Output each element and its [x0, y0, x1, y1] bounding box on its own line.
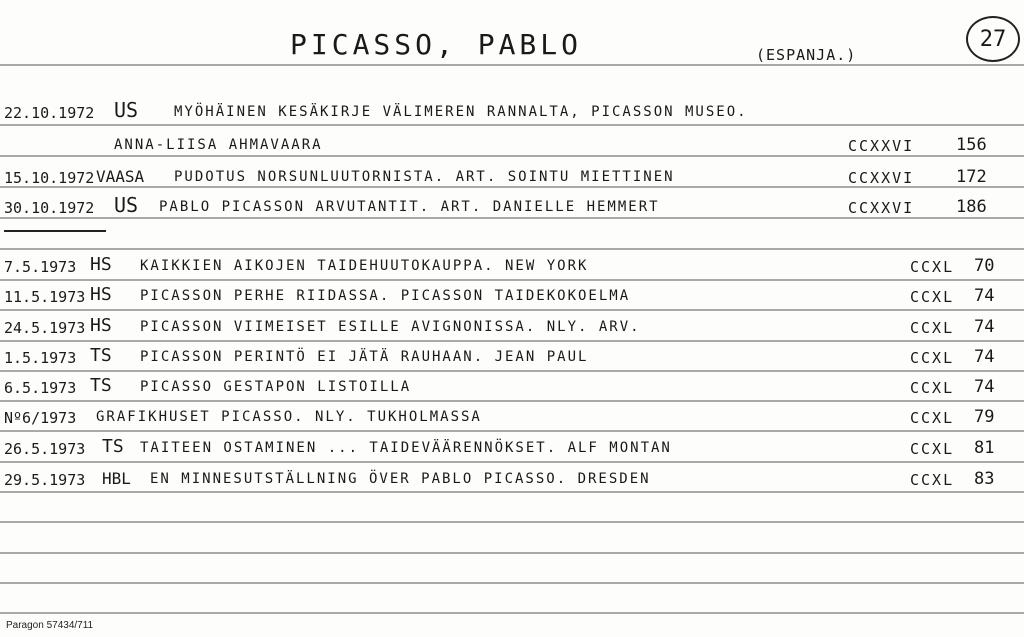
section-divider [4, 230, 106, 232]
entry-text: PUDOTUS NORSUNLUUTORNISTA. ART. SOINTU MIETTINEN [174, 169, 675, 185]
entry-row [4, 100, 1020, 124]
entry-publication: TS [102, 436, 124, 457]
entry-page: 74 [974, 347, 995, 367]
entry-page: 83 [974, 469, 995, 489]
entry-row [4, 405, 1020, 429]
entry-page: 156 [956, 135, 987, 155]
entry-row [4, 345, 1020, 369]
entry-date: 7.5.1973 [4, 258, 77, 276]
entry-publication: US [114, 193, 139, 217]
entry-text: TAITEEN OSTAMINEN ... TAIDEVÄÄRENNÖKSET. ALF MONTAN [140, 440, 672, 456]
entry-row [4, 315, 1020, 339]
entry-publication: TS [90, 345, 112, 366]
nationality-label: (ESPANJA.) [756, 46, 857, 64]
entry-page: 70 [974, 256, 995, 276]
entry-text: PABLO PICASSON ARVUTANTIT. ART. DANIELLE HEMMERT [159, 199, 660, 215]
entry-row [4, 195, 1020, 219]
entry-volume: CCXL [910, 349, 955, 367]
entry-row [4, 254, 1020, 278]
entry-volume: CCXL [910, 379, 955, 397]
entry-text: GRAFIKHUSET PICASSO. NLY. TUKHOLMASSA [96, 409, 482, 425]
entry-publication: HS [90, 254, 112, 275]
entry-text: EN MINNESUTSTÄLLNING ÖVER PABLO PICASSO. DRESDEN [150, 471, 651, 487]
entry-date: Nº6/1973 [4, 409, 77, 427]
entry-date: 26.5.1973 [4, 440, 86, 458]
card-footer: Paragon 57434/711 [6, 620, 94, 631]
entry-page: 172 [956, 167, 987, 187]
entry-publication: US [114, 98, 139, 122]
entry-publication: HS [90, 284, 112, 305]
entry-text: PICASSO GESTAPON LISTOILLA [140, 379, 412, 395]
entry-row [4, 133, 1020, 157]
entry-publication: VAASA [96, 167, 145, 186]
entry-page: 81 [974, 438, 995, 458]
entry-volume: CCXL [910, 409, 955, 427]
entry-page: 74 [974, 317, 995, 337]
entry-page: 186 [956, 197, 987, 217]
entry-publication: HS [90, 315, 112, 336]
entry-page: 74 [974, 286, 995, 306]
entry-date: 1.5.1973 [4, 349, 77, 367]
entry-volume: CCXL [910, 288, 955, 306]
entry-row [4, 436, 1020, 460]
entry-volume: CCXXVI [848, 169, 915, 187]
entry-date: 11.5.1973 [4, 288, 86, 306]
entry-volume: CCXL [910, 471, 955, 489]
entry-date: 30.10.1972 [4, 199, 95, 217]
entry-row [4, 467, 1020, 491]
card-number: 27 [966, 16, 1020, 62]
entry-volume: CCXXVI [848, 199, 915, 217]
entry-page: 74 [974, 377, 995, 397]
entry-text: KAIKKIEN AIKOJEN TAIDEHUUTOKAUPPA. NEW YORK [140, 258, 589, 274]
entry-date: 24.5.1973 [4, 319, 86, 337]
entry-volume: CCXL [910, 440, 955, 458]
entry-date: 29.5.1973 [4, 471, 86, 489]
entry-row [4, 165, 1020, 189]
entry-volume: CCXXVI [848, 137, 915, 155]
entry-publication: TS [90, 375, 112, 396]
entry-date: 15.10.1972 [4, 169, 95, 187]
entry-date: 6.5.1973 [4, 379, 77, 397]
entry-text: ANNA-LIISA AHMAVAARA [114, 137, 323, 153]
entry-volume: CCXL [910, 319, 955, 337]
entry-page: 79 [974, 407, 995, 427]
entry-publication: HBL [102, 469, 131, 488]
entry-text: PICASSON PERINTÖ EI JÄTÄ RAUHAAN. JEAN PAUL [140, 349, 589, 365]
entry-text: MYÖHÄINEN KESÄKIRJE VÄLIMEREN RANNALTA, PICASSON MUSEO. [174, 104, 748, 120]
entry-date: 22.10.1972 [4, 104, 95, 122]
entry-text: PICASSON VIIMEISET ESILLE AVIGNONISSA. NLY. ARV. [140, 319, 641, 335]
card-title: PICASSO, PABLO [290, 28, 583, 61]
entry-text: PICASSON PERHE RIIDASSA. PICASSON TAIDEKOKOELMA [140, 288, 631, 304]
entry-row [4, 375, 1020, 399]
entry-row [4, 284, 1020, 308]
entry-volume: CCXL [910, 258, 955, 276]
